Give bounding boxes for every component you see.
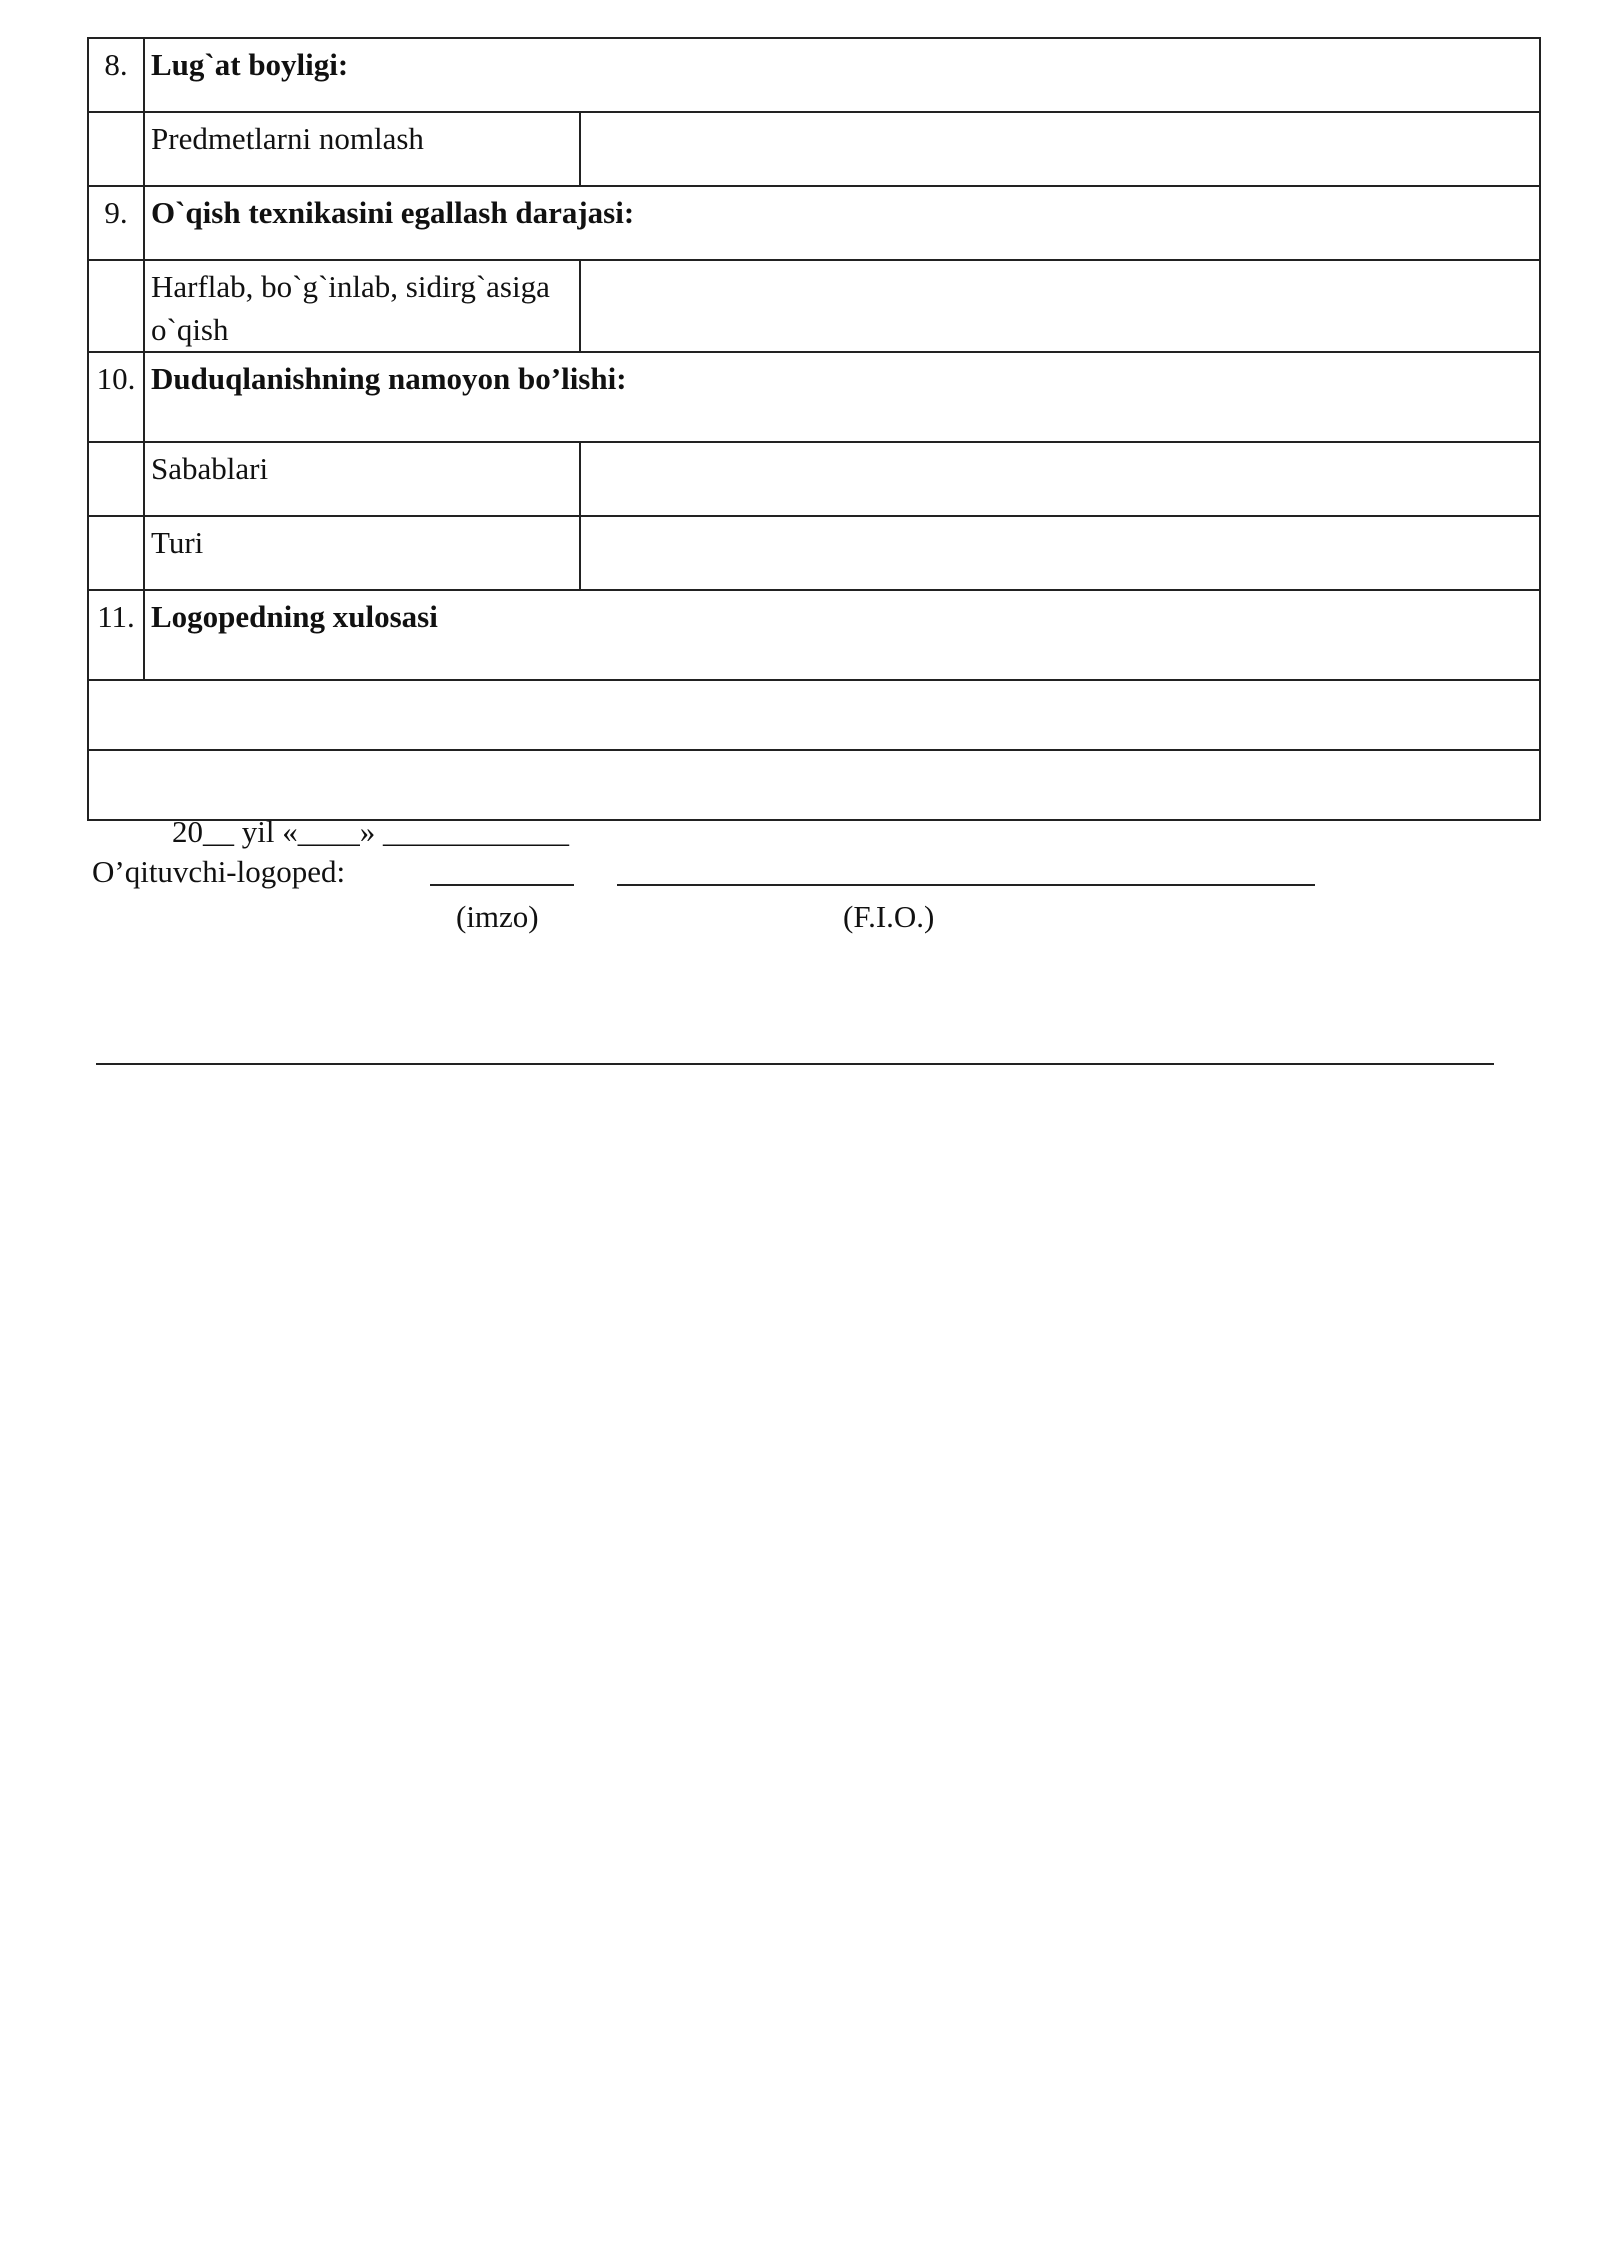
role-label: O’qituvchi-logoped:: [92, 854, 346, 889]
name-line[interactable]: [617, 884, 1315, 886]
table-row: [88, 112, 1540, 186]
row-number: [88, 516, 144, 590]
answer-field-type[interactable]: [580, 516, 1540, 590]
item-label-causes: Sabablari: [144, 442, 580, 516]
section-heading-reading-technique: O`qish texnikasini egallash darajasi:: [144, 186, 1540, 260]
item-label-reading-mode: Harflab, bo`g`inlab, sidirg`asiga o`qish: [144, 260, 580, 352]
answer-field-reading-mode[interactable]: [580, 260, 1540, 352]
item-label-naming-objects: Predmetlarni nomlash: [144, 112, 580, 186]
signature-caption: (imzo): [456, 899, 539, 934]
answer-field-causes[interactable]: [580, 442, 1540, 516]
row-number: 9.: [88, 186, 144, 260]
horizontal-divider: [96, 1063, 1494, 1065]
row-number: [88, 112, 144, 186]
section-heading-vocabulary: Lug`at boyligi:: [144, 38, 1540, 112]
signature-line[interactable]: [430, 884, 574, 886]
section-heading-stuttering: Duduqlanishning namoyon bo’lishi:: [144, 352, 1540, 442]
item-label-type: Turi: [144, 516, 580, 590]
row-number: 10.: [88, 352, 144, 442]
row-number: [88, 442, 144, 516]
date-line: 20__ yil «____» ____________: [172, 814, 569, 849]
answer-field-naming-objects[interactable]: [580, 112, 1540, 186]
row-number: 11.: [88, 590, 144, 680]
row-number: [88, 260, 144, 352]
table-row: [88, 442, 1540, 516]
conclusion-field-line-1[interactable]: [88, 680, 1540, 750]
section-heading-conclusion: Logopedning xulosasi: [144, 590, 1540, 680]
conclusion-field-line-2[interactable]: [88, 750, 1540, 820]
table-row: [88, 590, 1540, 680]
name-caption: (F.I.O.): [843, 899, 935, 934]
table-row: [88, 680, 1540, 750]
table-row: [88, 352, 1540, 442]
table-row: [88, 750, 1540, 820]
table-row: [88, 38, 1540, 112]
table-row: [88, 186, 1540, 260]
speech-assessment-table: [87, 37, 1541, 821]
table-row: [88, 260, 1540, 352]
row-number: 8.: [88, 38, 144, 112]
table-row: [88, 516, 1540, 590]
